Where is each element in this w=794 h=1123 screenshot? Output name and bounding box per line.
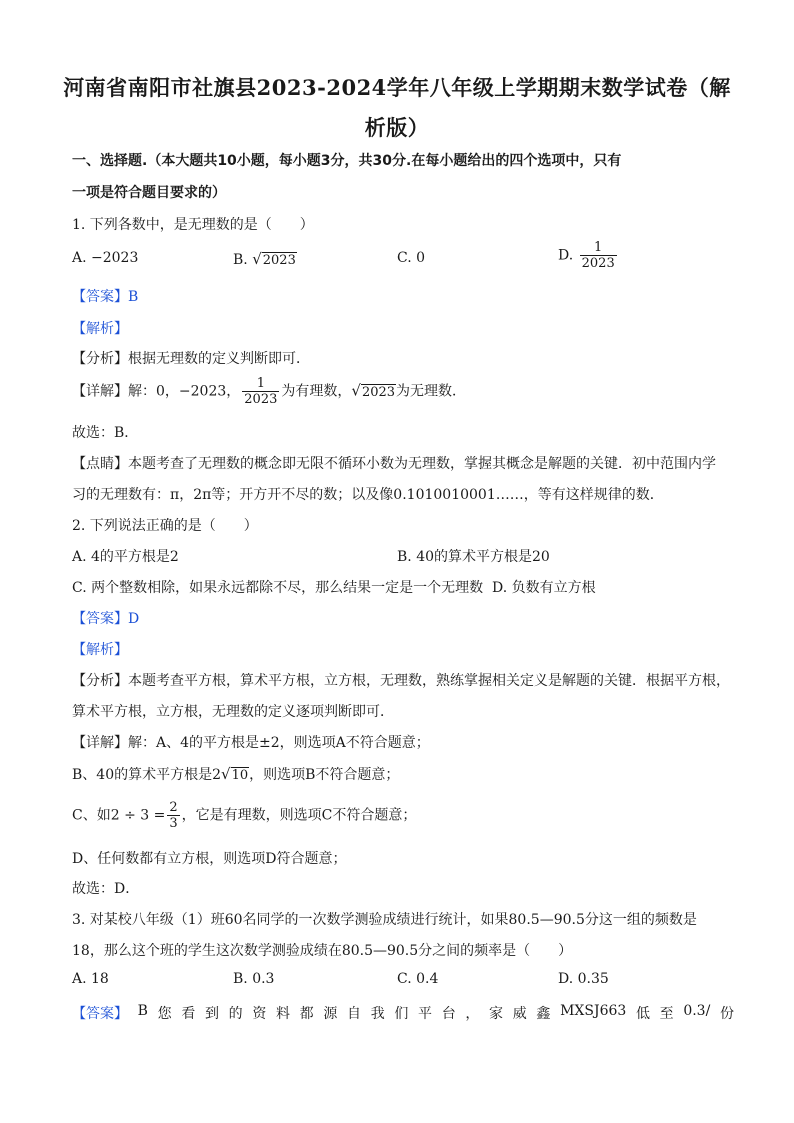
q1-analysis-tag: 【解析】 (72, 321, 128, 337)
q3-answer-char: 都 (299, 1006, 314, 1022)
q3-answer-char: 0.3/ (683, 1003, 711, 1019)
q1-detail-pre: 【详解】解：0，−2023， (72, 383, 241, 400)
q2-fenxi-line1: 【分析】本题考查平方根，算术平方根，立方根，无理数，熟练掌握相关定义是解题的关键．根据平方根， (72, 673, 730, 689)
q1-option-d (558, 240, 619, 271)
q2-answer (72, 608, 139, 628)
fraction-numerator: 1 (242, 376, 279, 392)
q3-answer-line (72, 1003, 734, 1023)
fraction-denominator: 3 (169, 816, 178, 831)
q3-answer-tag: 【答案】 (72, 1006, 128, 1022)
q3-answer-char: 您 (157, 1006, 172, 1022)
q1-stem: 1. 下列各数中，是无理数的是（ ） (72, 217, 314, 233)
q3-answer-char: 们 (394, 1006, 409, 1022)
q1-comment-line1: 【点睛】本题考查了无理数的概念即无限不循环小数为无理数，掌握其概念是解题的关键．初中范围内学 (72, 456, 716, 472)
q3-option-d: D. 0.35 (558, 971, 609, 987)
fraction-denominator: 2023 (581, 256, 615, 271)
q1-option-b-radicand: 2023 (262, 253, 296, 268)
fraction-numerator: 1 (580, 240, 617, 256)
q1-option-a: A. −2023 (72, 250, 139, 266)
q3-answer-char: 家 (489, 1006, 504, 1022)
q3-answer-char: 低 (635, 1006, 650, 1022)
q2-choose: 故选：D． (72, 881, 140, 897)
q3-answer-char: B (137, 1003, 148, 1019)
q2-detail-d: D、任何数都有立方根，则选项D符合题意； (72, 851, 347, 867)
q2-option-c (72, 577, 596, 597)
q1-option-d-fraction (580, 240, 617, 271)
q2-detail-b-radicand: 10 (231, 768, 249, 783)
q2-option-d-text: D. 负数有立方根 (492, 580, 596, 596)
q3-option-b: B. 0.3 (233, 971, 275, 987)
q1-option-c: C. 0 (397, 250, 426, 266)
q2-detail-b-pre: B、40的算术平方根是2 (72, 767, 222, 783)
q2-detail-b (72, 764, 399, 784)
q2-stem: 2. 下列说法正确的是（ ） (72, 518, 258, 534)
q1-detail (72, 376, 466, 407)
q1-detail-radicand: 2023 (361, 384, 396, 400)
q2-detail-a: 【详解】解：A、4的平方根是±2，则选项A不符合题意； (72, 735, 430, 751)
sqrt-symbol: √ (221, 765, 231, 783)
q2-option-a: A. 4的平方根是2 (72, 549, 179, 565)
sqrt-symbol: √ (252, 250, 262, 268)
q3-option-a: A. 18 (72, 971, 109, 987)
q3-stem-line1: 3. 对某校八年级（1）班60名同学的一次数学测验成绩进行统计，如果80.5—90.5分这一组的频数是 (72, 912, 697, 928)
q1-detail-fraction (242, 376, 279, 407)
q3-answer-char: 至 (659, 1006, 674, 1022)
q3-answer-char: 份 (719, 1006, 734, 1022)
q2-fenxi-line2: 算术平方根，立方根，无理数的定义逐项判断即可． (72, 704, 394, 720)
doc-title-line2: 析版） (364, 115, 430, 140)
q3-answer-char: ， (465, 1006, 480, 1022)
q2-analysis-tag: 【解析】 (72, 642, 128, 658)
q1-option-b-label: B. (233, 252, 248, 268)
fraction-numerator: 2 (169, 800, 178, 815)
q1-answer-text: 【答案】B (72, 289, 139, 305)
q3-answer-char: MXSJ663 (560, 1003, 627, 1019)
q3-answer-char: 到 (204, 1006, 219, 1022)
q1-detail-mid: 为有理数， (281, 383, 352, 400)
section-heading-line1: 一、选择题.（本大题共10小题，每小题3分，共30分.在每小题给出的四个选项中，只有 (72, 153, 622, 169)
q3-stem-line2: 18，那么这个班的学生这次数学测验成绩在80.5—90.5分之间的频率是（ ） (72, 943, 573, 959)
q3-answer-char: 台 (441, 1006, 456, 1022)
q3-answer-char: 的 (228, 1006, 243, 1022)
fraction-denominator: 2023 (244, 392, 278, 407)
q1-option-b (233, 250, 297, 268)
q3-answer-char: 威 (512, 1006, 527, 1022)
q1-option-d-label: D. (558, 247, 574, 264)
section-heading-line2: 一项是符合题目要求的） (72, 185, 226, 201)
q3-answer-char: 料 (276, 1006, 290, 1022)
q2-detail-c (72, 800, 416, 831)
q1-answer (72, 286, 138, 306)
q2-answer-text: 【答案】D (72, 611, 140, 627)
q3-answer-char: 鑫 (536, 1006, 551, 1022)
q2-detail-c-post: ，它是有理数，则选项C不符合题意； (181, 807, 417, 824)
q3-answer-char: 平 (418, 1006, 433, 1022)
q1-detail-post: 为无理数． (396, 383, 467, 400)
doc-title-line1: 河南省南阳市社旗县2023-2024学年八年级上学期期末数学试卷（解 (63, 75, 731, 100)
q3-answer-char: 我 (370, 1006, 385, 1022)
q3-option-c: C. 0.4 (397, 971, 439, 987)
q2-option-c-text: C. 两个整数相除，如果永远都除不尽，那么结果一定是一个无理数 (72, 580, 484, 596)
q3-answer-char: 看 (181, 1006, 196, 1022)
q1-comment-line2: 习的无理数有：π，2π等；开方开不尽的数；以及像0.1010010001……，等有这样规律的数． (72, 487, 664, 503)
q3-answer-char: 源 (323, 1006, 338, 1022)
q2-detail-c-fraction (167, 800, 179, 831)
q2-option-b: B. 40的算术平方根是20 (397, 549, 550, 565)
q2-detail-c-pre: C、如2 ÷ 3 = (72, 807, 166, 824)
q3-answer-char: 自 (347, 1006, 362, 1022)
sqrt-symbol: √ (351, 381, 361, 400)
q3-answer-char: 资 (252, 1006, 267, 1022)
q1-choose: 故选：B． (72, 425, 139, 441)
q2-detail-b-post: ，则选项B不符合题意； (249, 767, 400, 783)
q1-fenxi: 【分析】根据无理数的定义判断即可． (72, 351, 310, 367)
